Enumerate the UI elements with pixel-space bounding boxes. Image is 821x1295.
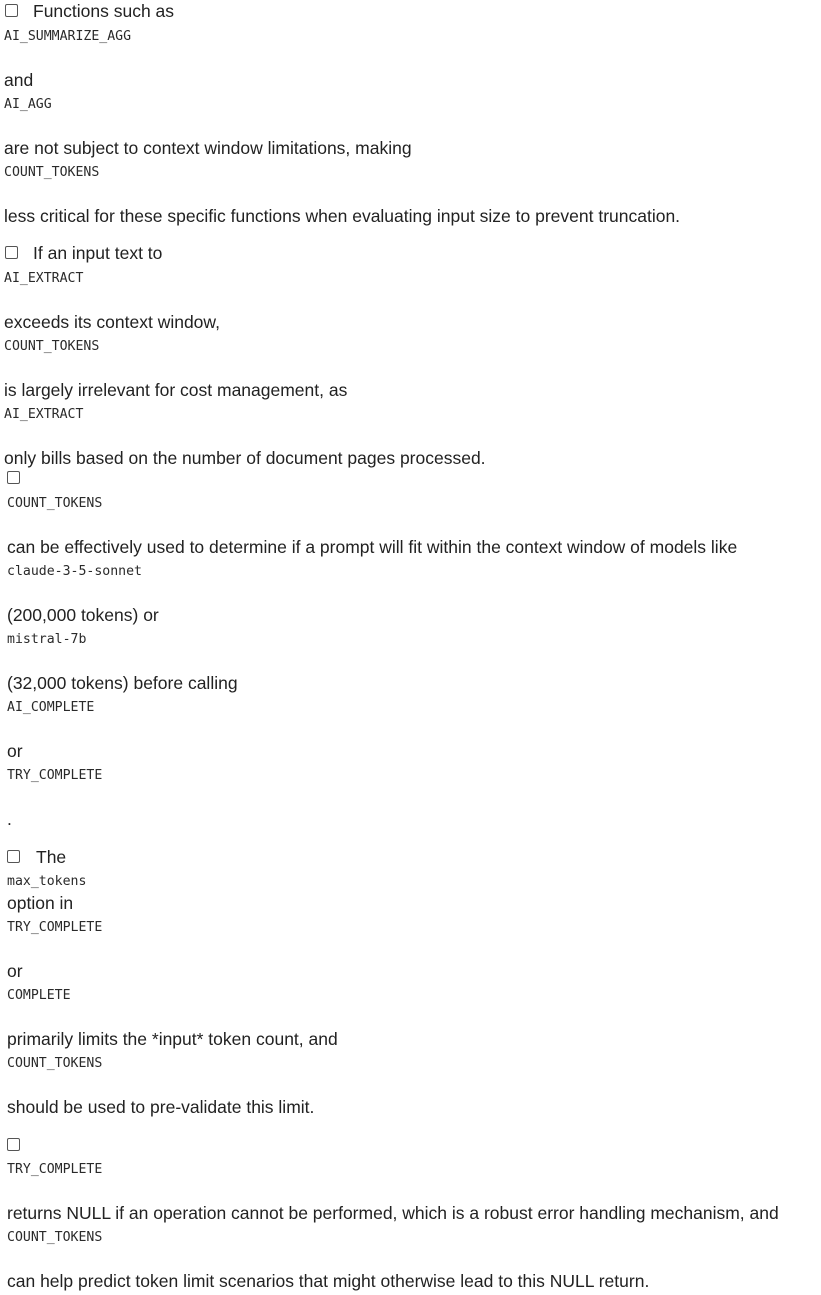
option-2-text-1: If an input text to [33,243,163,263]
option-5-code-2: COUNT_TOKENS [7,1230,103,1245]
option-3-code-4: AI_COMPLETE [7,700,95,715]
option-2-text-4: only bills based on the number of document pages processed. [4,448,486,468]
option-2-code-1: AI_EXTRACT [4,271,84,286]
option-4-text-3: or [7,961,23,981]
option-1-text-1: Functions such as [33,1,175,21]
option-1-text-2: and [4,70,34,90]
option-4-text-2: option in [7,893,74,913]
option-2-text-3: is largely irrelevant for cost management, as [4,380,348,400]
option-4-text-1: The [36,847,67,867]
option-3-text-4: or [7,741,23,761]
option-3-code-1: COUNT_TOKENS [7,496,103,511]
option-5-text-2: can help predict token limit scenarios that might otherwise lead to this NULL return. [7,1271,650,1291]
option-1-text-3: are not subject to context window limitations, making [4,138,412,158]
option-3-checkbox[interactable] [7,471,20,484]
option-3-text-1: can be effectively used to determine if a prompt will fit within the context window of models like [7,537,738,557]
option-1-code-3: COUNT_TOKENS [4,165,100,180]
option-4-code-2: TRY_COMPLETE [7,920,103,935]
option-4-code-3: COMPLETE [7,988,71,1003]
option-2-code-2: COUNT_TOKENS [4,339,100,354]
option-4-text-5: should be used to pre-validate this limit. [7,1097,315,1117]
option-3-text-5: . [7,809,12,829]
option-3-text-3: (32,000 tokens) before calling [7,673,238,693]
option-4-checkbox[interactable] [7,850,20,863]
option-1-code-2: AI_AGG [4,97,52,112]
option-4-code-4: COUNT_TOKENS [7,1056,103,1071]
option-3-code-3: mistral-7b [7,632,87,647]
option-1-code-1: AI_SUMMARIZE_AGG [4,29,132,44]
option-1-text-4: less critical for these specific functions when evaluating input size to prevent truncation. [4,206,681,226]
option-2-text-2: exceeds its context window, [4,312,220,332]
option-5-text-1: returns NULL if an operation cannot be performed, which is a robust error handling mechanism, and [7,1203,779,1223]
option-2-code-3: AI_EXTRACT [4,407,84,422]
option-5-checkbox[interactable] [7,1138,20,1151]
option-2-checkbox[interactable] [5,246,18,259]
option-3-code-2: claude-3-5-sonnet [7,564,142,579]
option-1-checkbox[interactable] [5,4,18,17]
option-4-code-1: max_tokens [7,874,87,889]
option-5-code-1: TRY_COMPLETE [7,1162,103,1177]
option-3-code-5: TRY_COMPLETE [7,768,103,783]
option-4-text-4: primarily limits the *input* token count, and [7,1029,338,1049]
option-3-text-2: (200,000 tokens) or [7,605,159,625]
